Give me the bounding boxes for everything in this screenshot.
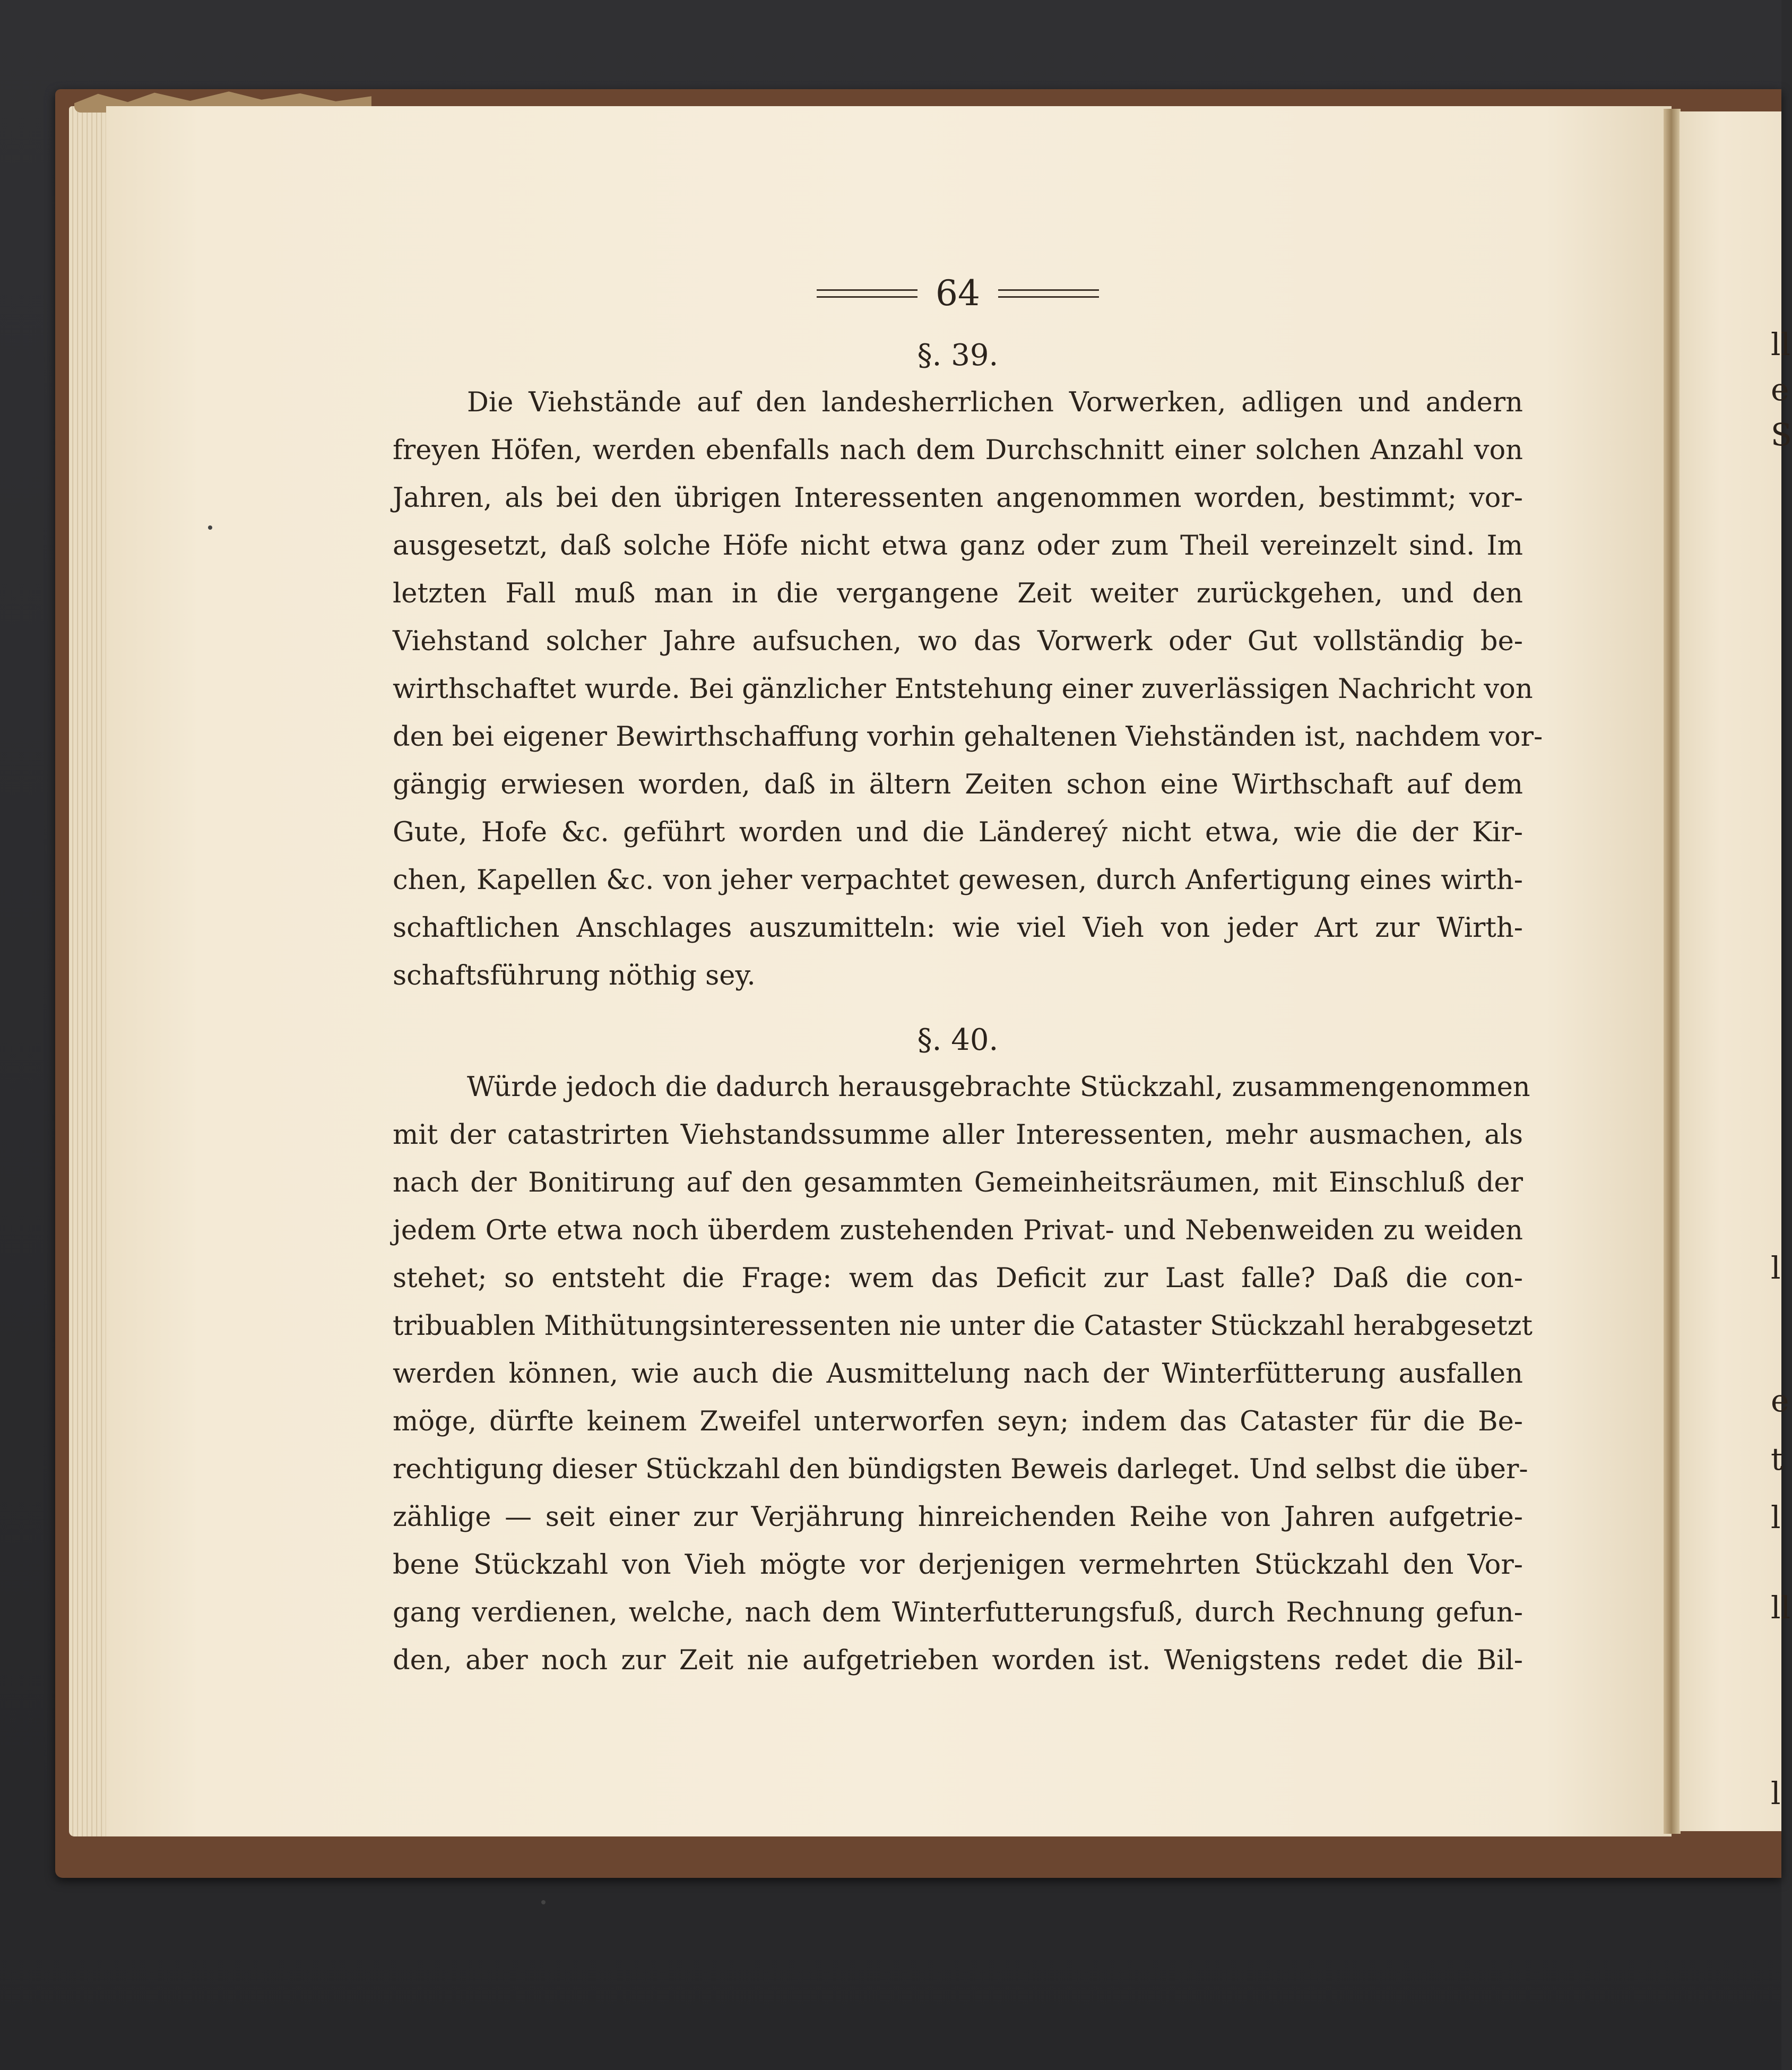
text-line: Die Viehstände auf den landesherrlichen Vorwerken, adligen und andern xyxy=(467,387,1523,418)
text-line: Viehstand solcher Jahre aufsuchen, wo das Vorwerk oder Gut vollständig be- xyxy=(393,626,1523,657)
right-page-fragment: e xyxy=(1771,1383,1789,1419)
page-header xyxy=(393,270,1523,317)
text-line: ausgesetzt, daß solche Höfe nicht etwa ganz oder zum Theil vereinzelt sind. Im xyxy=(393,530,1523,562)
text-line: möge, dürfte keinem Zweifel unterworfen seyn; indem das Cataster für die Be- xyxy=(393,1406,1523,1437)
section-heading-40: §. 40. xyxy=(917,1023,999,1057)
text-line: nach der Bonitirung auf den gesammten Gemeinheitsräumen, mit Einschluß der xyxy=(393,1167,1523,1198)
right-page-fragment: l xyxy=(1771,1499,1781,1536)
right-page-fragment: S xyxy=(1771,417,1792,453)
page-number: 64 xyxy=(936,273,980,314)
text-line: chen, Kapellen &c. von jeher verpachtet gewesen, durch Anfertigung eines wirth- xyxy=(393,865,1523,896)
right-page-fragment: l xyxy=(1771,1250,1781,1286)
right-page-fragment: ll xyxy=(1771,1590,1791,1626)
text-line: rechtigung dieser Stückzahl den bündigsten Beweis darleget. Und selbst die über- xyxy=(393,1454,1528,1485)
text-line: schaftlichen Anschlages auszumitteln: wie viel Vieh von jeder Art zur Wirth- xyxy=(393,912,1523,944)
right-page xyxy=(1680,111,1792,1831)
right-page-fragment: ll xyxy=(1771,326,1791,363)
text-line: Jahren, als bei den übrigen Interessenten angenommen worden, bestimmt; vor- xyxy=(393,482,1523,514)
ink-speck xyxy=(541,1900,546,1904)
right-page-fragment: l xyxy=(1771,1775,1781,1812)
text-line: jedem Orte etwa noch überdem zustehenden Privat- und Nebenweiden zu weiden xyxy=(393,1215,1523,1246)
text-line: freyen Höfen, werden ebenfalls nach dem Durchschnitt einer solchen Anzahl von xyxy=(393,435,1523,466)
text-line: zählige — seit einer zur Verjährung hinreichenden Reihe von Jahren aufgetrie- xyxy=(393,1502,1523,1533)
book-gutter xyxy=(1664,109,1681,1834)
header-rule-right xyxy=(998,289,1099,298)
text-line: den bei eigener Bewirthschaffung vorhin gehaltenen Viehständen ist, nachdem vor- xyxy=(393,721,1543,753)
header-rule-left xyxy=(817,289,917,298)
text-line: bene Stückzahl von Vieh mögte vor derjenigen vermehrten Stückzahl den Vor- xyxy=(393,1549,1523,1581)
text-line: den, aber noch zur Zeit nie aufgetrieben worden ist. Wenigstens redet die Bil- xyxy=(393,1645,1523,1676)
text-line: tribuablen Mithütungsinteressenten nie unter die Cataster Stückzahl herabgesetzt xyxy=(393,1310,1533,1342)
text-line: schaftsführung nöthig sey. xyxy=(393,960,756,991)
text-line: letzten Fall muß man in die vergangene Zeit weiter zurückgehen, und den xyxy=(393,578,1523,609)
text-line: gängig erwiesen worden, daß in ältern Zeiten schon eine Wirthschaft auf dem xyxy=(393,769,1523,800)
text-line: Gute, Hofe &c. geführt worden und die Ländereý nicht etwa, wie die der Kir- xyxy=(393,817,1523,848)
text-line: Würde jedoch die dadurch herausgebrachte Stückzahl, zusammengenommen xyxy=(467,1072,1530,1103)
section-heading-39: §. 39. xyxy=(917,338,999,373)
right-page-fragment: e xyxy=(1771,372,1789,408)
ink-speck xyxy=(208,525,212,530)
text-line: mit der catastrirten Viehstandssumme aller Interessenten, mehr ausmachen, als xyxy=(393,1119,1523,1151)
text-line: stehet; so entsteht die Frage: wem das Deficit zur Last falle? Daß die con- xyxy=(393,1263,1523,1294)
text-line: gang verdienen, welche, nach dem Winterfutterungsfuß, durch Rechnung gefun- xyxy=(393,1597,1523,1628)
text-line: wirthschaftet wurde. Bei gänzlicher Entstehung einer zuverlässigen Nachricht von xyxy=(393,674,1533,705)
text-line: werden können, wie auch die Ausmittelung nach der Winterfütterung ausfallen xyxy=(393,1358,1523,1390)
right-page-fragment: t xyxy=(1771,1441,1784,1477)
